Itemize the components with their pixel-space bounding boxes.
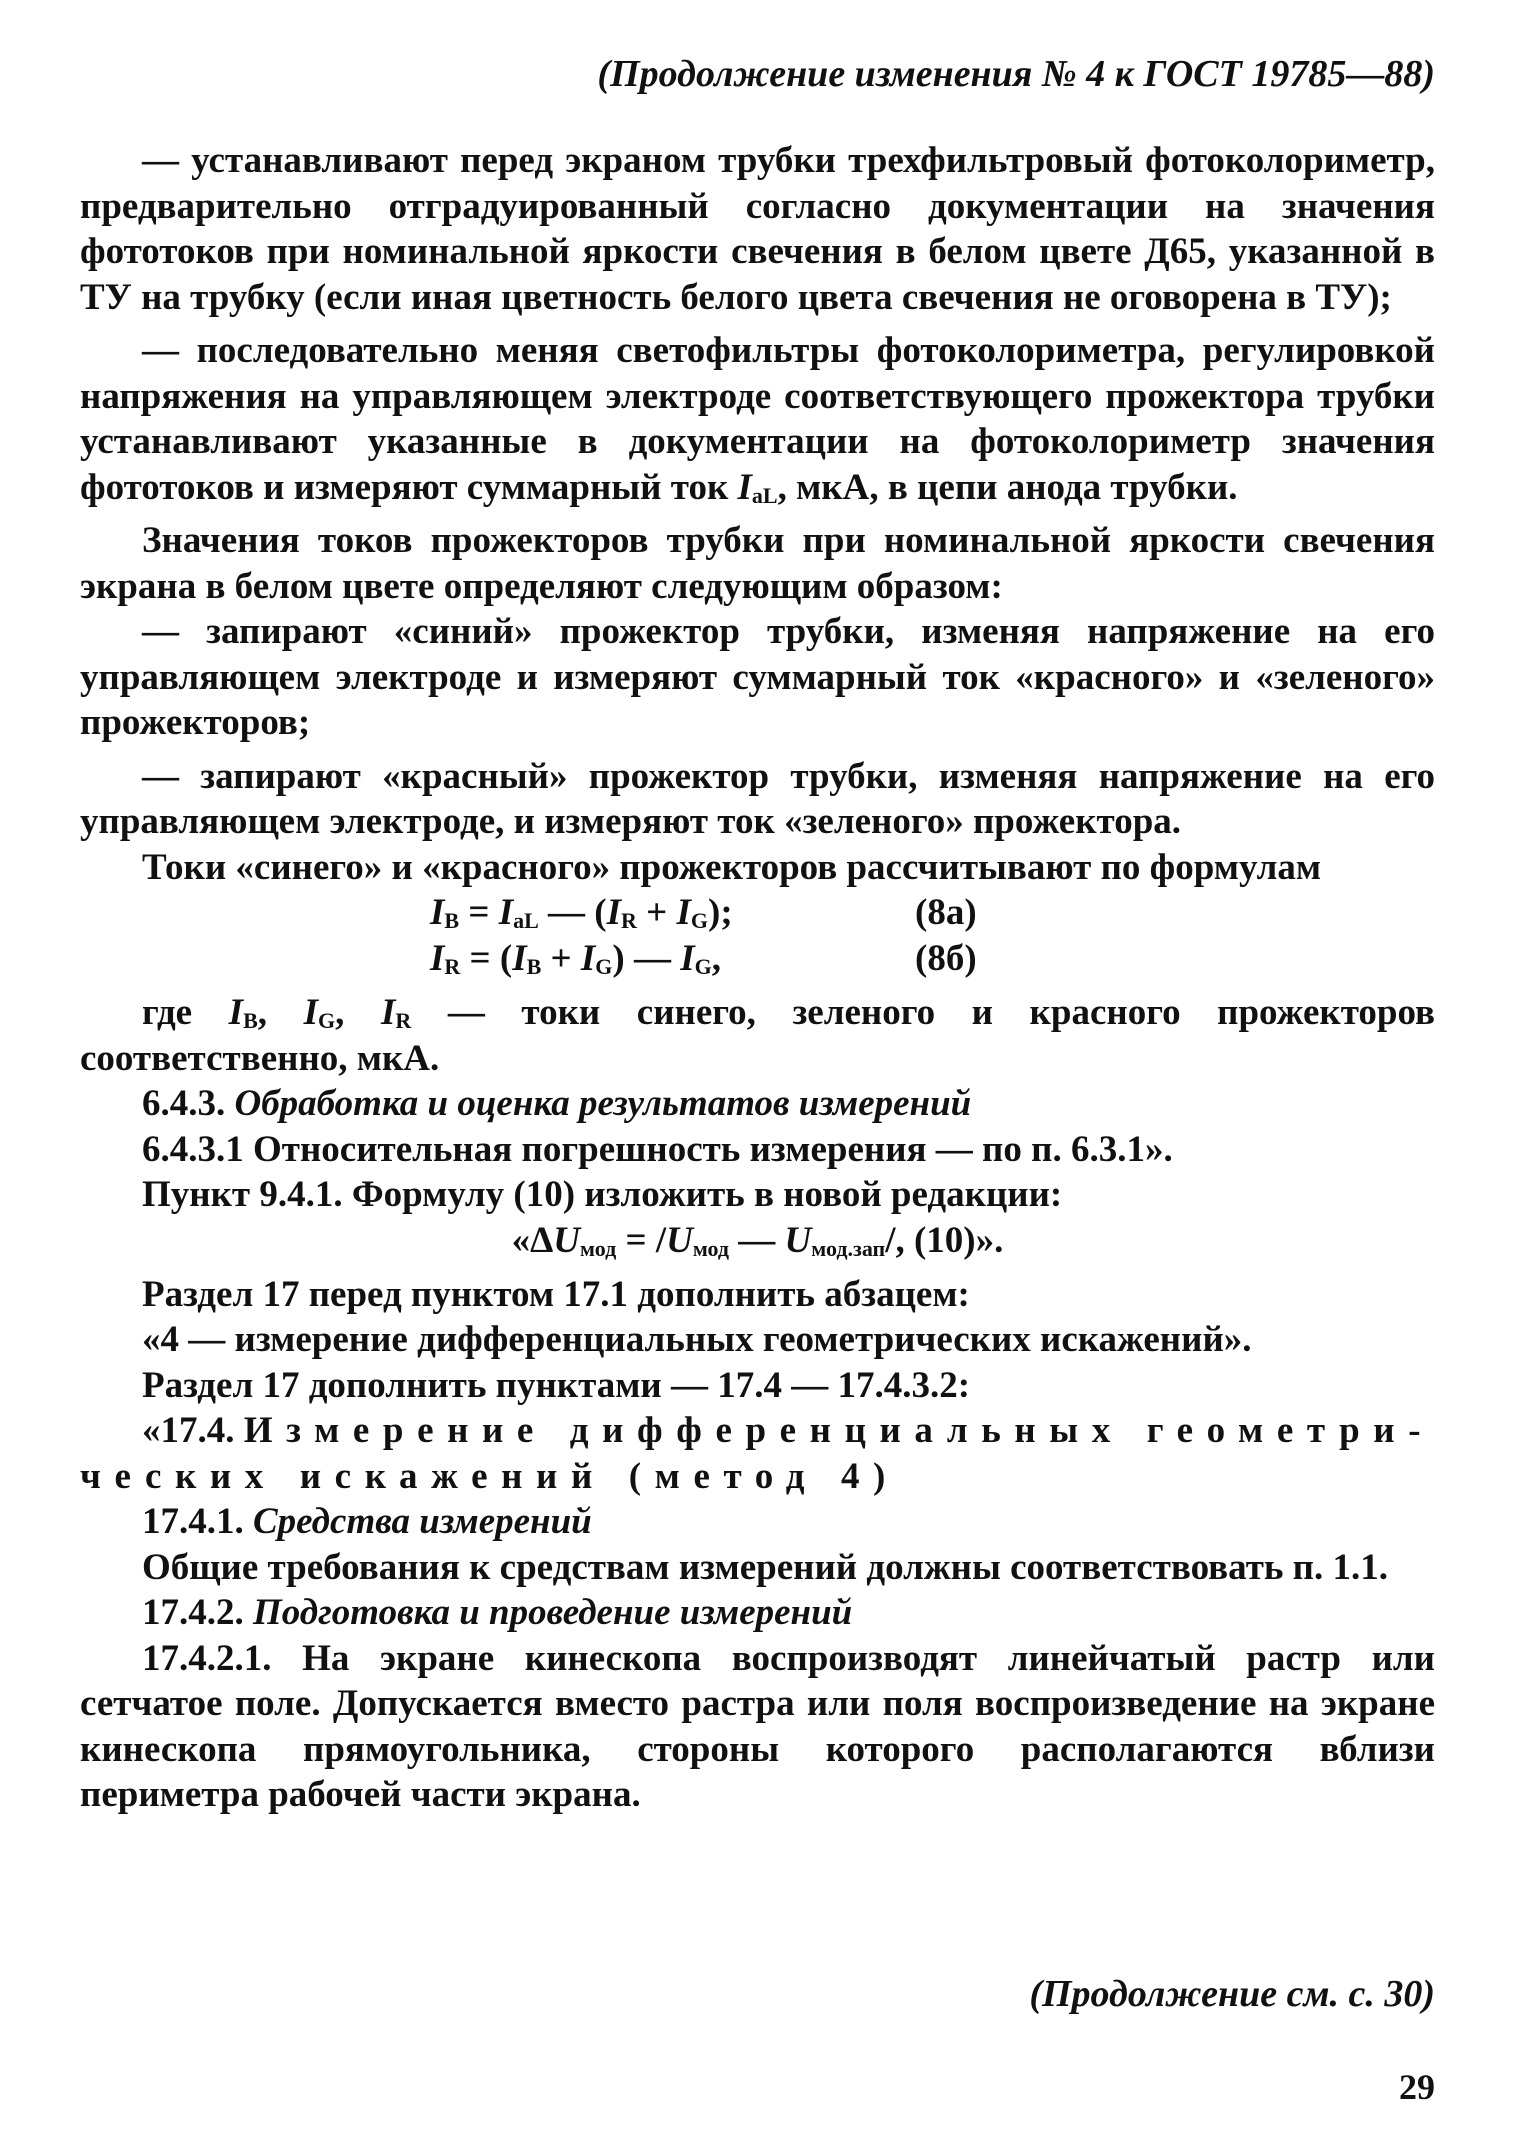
continuation-footer: (Продолжение см. с. 30) — [1029, 1973, 1435, 2015]
paragraph-section-17-a: Раздел 17 перед пунктом 17.1 дополнить абзацем: — [142, 1273, 970, 1315]
paragraph-requirements: Общие требования к средствам измерений должны соответствовать п. 1.1. — [142, 1546, 1389, 1588]
formula-8b-label: (8б) — [915, 938, 977, 979]
page-number: 29 — [1399, 2067, 1435, 2107]
formula-8b — [80, 936, 1435, 982]
formula-10: «$\Delta U_{мод} = /U_{мод}$ — $U_{мод.зап}/$, (10)». — [511, 1219, 1004, 1261]
paragraph-filters: — последовательно меняя светофильтры фотоколориметра, регулировкой напряжения на управляющем электроде соответствующего прожектора трубки устанавливают указанные в документации на фотоколориметр значения фототоков и измеряют суммарный ток $I_{aL}$, мкА, в цепи анода трубки. — [80, 330, 1435, 508]
section-17-4-title: «17.4. Измерение дифференциальных геометри- — [142, 1410, 1435, 1451]
section-17-4-title-cont: ческих искажений (метод 4) — [80, 1455, 899, 1497]
formula-8a-label: (8а) — [915, 892, 977, 933]
paragraph-9-4-1: Пункт 9.4.1. Формулу (10) изложить в новой редакции: — [142, 1174, 1063, 1215]
formula-8a-expression: $I_B = I_{aL}$ — $(I_R + I_G)$; — [430, 892, 733, 933]
paragraph-blue-lock: — запирают «синий» прожектор трубки, изменяя напряжение на его управляющем электроде и измеряют суммарный ток «красного» и «зеленого» прожекторов; — [80, 611, 1435, 743]
section-6-4-3: 6.4.3. Обработка и оценка результатов измерений — [142, 1083, 972, 1124]
formula-8b-expression: $I_R = (I_B + I_G)$ — $I_G$, — [430, 938, 722, 979]
continuation-header: (Продолжение изменения № 4 к ГОСТ 19785—88) — [597, 53, 1435, 95]
formula-8a — [80, 890, 1435, 936]
paragraph-section-17-b: «4 — измерение дифференциальных геометрических искажений». — [142, 1319, 1252, 1360]
paragraph-red-lock: — запирают «красный» прожектор трубки, изменяя напряжение на его управляющем электроде, и измеряют ток «зеленого» прожектора. — [80, 755, 1435, 842]
page-body — [80, 138, 1435, 1818]
section-17-4-2-1: 17.4.2.1. На экране кинескопа воспроизводят линейчатый растр или сетчатое поле. Допускается вместо растра или поля воспроизведение на экране кинескопа прямоугольника, стороны которого располагаются вблизи периметра рабочей части экрана. — [80, 1637, 1435, 1815]
section-17-4-2: 17.4.2. Подготовка и проведение измерений — [142, 1592, 853, 1633]
paragraph-section-17-c: Раздел 17 дополнить пунктами — 17.4 — 17.4.3.2: — [142, 1364, 971, 1406]
section-6-4-3-1: 6.4.3.1 Относительная погрешность измерения — по п. 6.3.1». — [142, 1128, 1173, 1170]
section-17-4-1: 17.4.1. Средства измерений — [142, 1501, 592, 1542]
paragraph-photocolorimeter: — устанавливают перед экраном трубки трехфильтровый фотоколориметр, предварительно отградуированный согласно документации на значения фототоков при номинальной яркости свечения в белом цвете Д65, указанной в ТУ на трубку (если иная цветность белого цвета свечения не оговорена в ТУ); — [80, 140, 1435, 318]
paragraph-formulas-intro: Токи «синего» и «красного» прожекторов рассчитывают по формулам — [142, 846, 1322, 888]
paragraph-where: где $I_B$, $I_G$, $I_R$ — токи синего, зеленого и красного прожекторов соответственно, мкА. — [80, 992, 1436, 1079]
paragraph-currents-intro: Значения токов прожекторов трубки при номинальной яркости свечения экрана в белом цвете определяют следующим образом: — [80, 520, 1435, 607]
formula-10-label: (10)». — [913, 1219, 1004, 1261]
